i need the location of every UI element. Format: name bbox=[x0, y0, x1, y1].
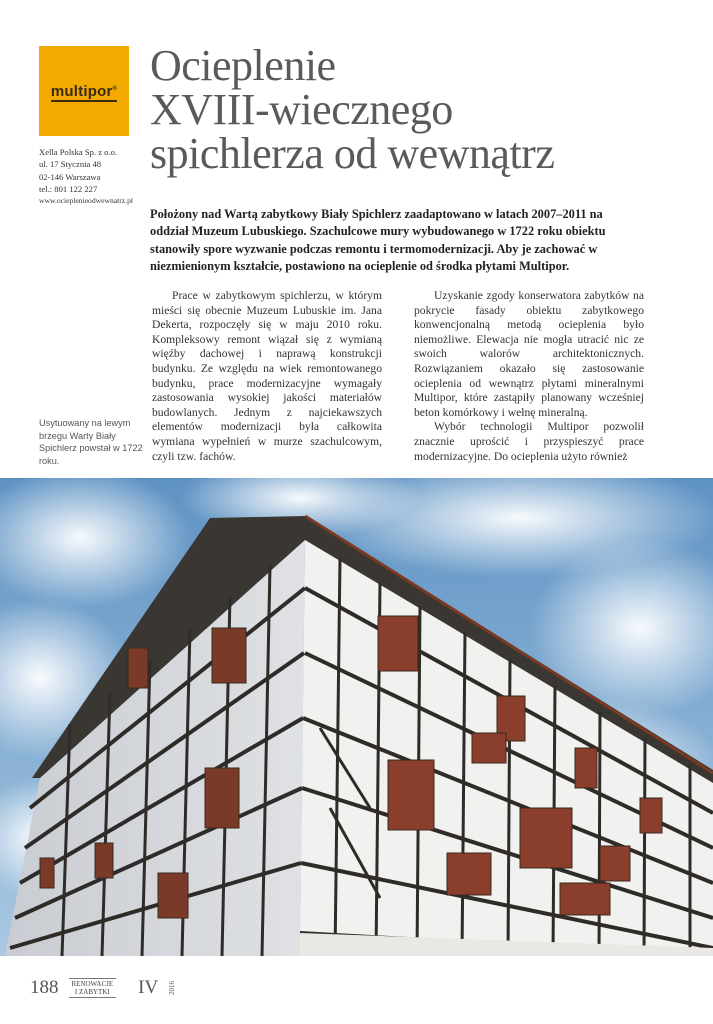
company-name: Xella Polska Sp. z o.o. bbox=[39, 147, 118, 157]
contact-info bbox=[39, 146, 149, 207]
company-city: 02-146 Warszawa bbox=[39, 171, 101, 182]
company-street: ul. 17 Stycznia 48 bbox=[39, 159, 102, 170]
title-line: XVIII-wiecznego bbox=[150, 85, 453, 134]
paragraph: Uzyskanie zgody konserwatora zabytków na pokrycie fasady obiektu zabytkowego konwencjonalną metodą ocieplenia było niemożliwe. Elewacja nie mogła utracić nic ze swoich walorów architektonicznych. Rozwiązaniem okazało się zastosowanie ocieplenia od wewnątrz płytami mineralnymi Multipor, które zastąpiły planowany wcześniej beton komórkowy i wełnę mineralną. bbox=[414, 289, 644, 419]
title-line: spichlerza od wewnątrz bbox=[150, 129, 555, 178]
paragraph: Prace w zabytkowym spichlerzu, w którym mieści się obecnie Muzeum Lubuskie im. Jana Dekerta, rozpoczęły się w maju 2010 roku. Kompleksowy remont wiązał się z wymianą więźby dachowej i naprawą konstrukcji budynku. Ze względu na wiek remontowanego budynku, prace modernizacyjne wymagały zastosowania wysokiej jakości materiałów budowlanych. Jednym z najciekawszych elementów modernizacji była całkowita wymiana wypełnień w murze szachulcowym, czyli tzw. fachów. bbox=[152, 289, 382, 463]
journal-line: I ZABYTKI bbox=[74, 988, 110, 996]
journal-name bbox=[69, 978, 117, 998]
text-column-left bbox=[152, 289, 382, 464]
page-footer bbox=[30, 973, 176, 1003]
journal-line: RENOWACJE bbox=[71, 980, 114, 988]
multipor-logo bbox=[39, 46, 129, 136]
issue-number: IV bbox=[138, 977, 159, 998]
page-number: 188 bbox=[30, 977, 59, 998]
text-column-right bbox=[414, 289, 644, 464]
company-website[interactable]: www.ocieplenieodwewnatrz.pl bbox=[39, 196, 133, 206]
logo-text: multipor® bbox=[50, 82, 118, 100]
article-title bbox=[150, 41, 690, 178]
title-line: Ocieplenie bbox=[150, 41, 336, 90]
paragraph: Wybór technologii Multipor pozwolił znacznie uprościć i przyspieszyć prace modernizacyjne. Do ocieplenia użyto również bbox=[414, 420, 644, 463]
granary-photo bbox=[0, 478, 713, 956]
photo-caption: Usytuowany na lewym brzegu Warty Biały Spichlerz powstał w 1722 roku. bbox=[39, 418, 143, 466]
issue-year: 2016 bbox=[168, 981, 177, 995]
article-lead: Położony nad Wartą zabytkowy Biały Spichlerz zaadaptowano w latach 2007–2011 na oddział Muzeum Lubuskiego. Szachulcowe mury wybudowanego w 1722 roku obiektu stanowiły spore wyzwanie podczas remontu i termomodernizacji. Aby je zachować w niezmienionym kształcie, postawiono na ocieplenie od środka płytami Multipor. bbox=[150, 207, 606, 273]
company-phone: tel.: 801 122 227 bbox=[39, 183, 98, 194]
